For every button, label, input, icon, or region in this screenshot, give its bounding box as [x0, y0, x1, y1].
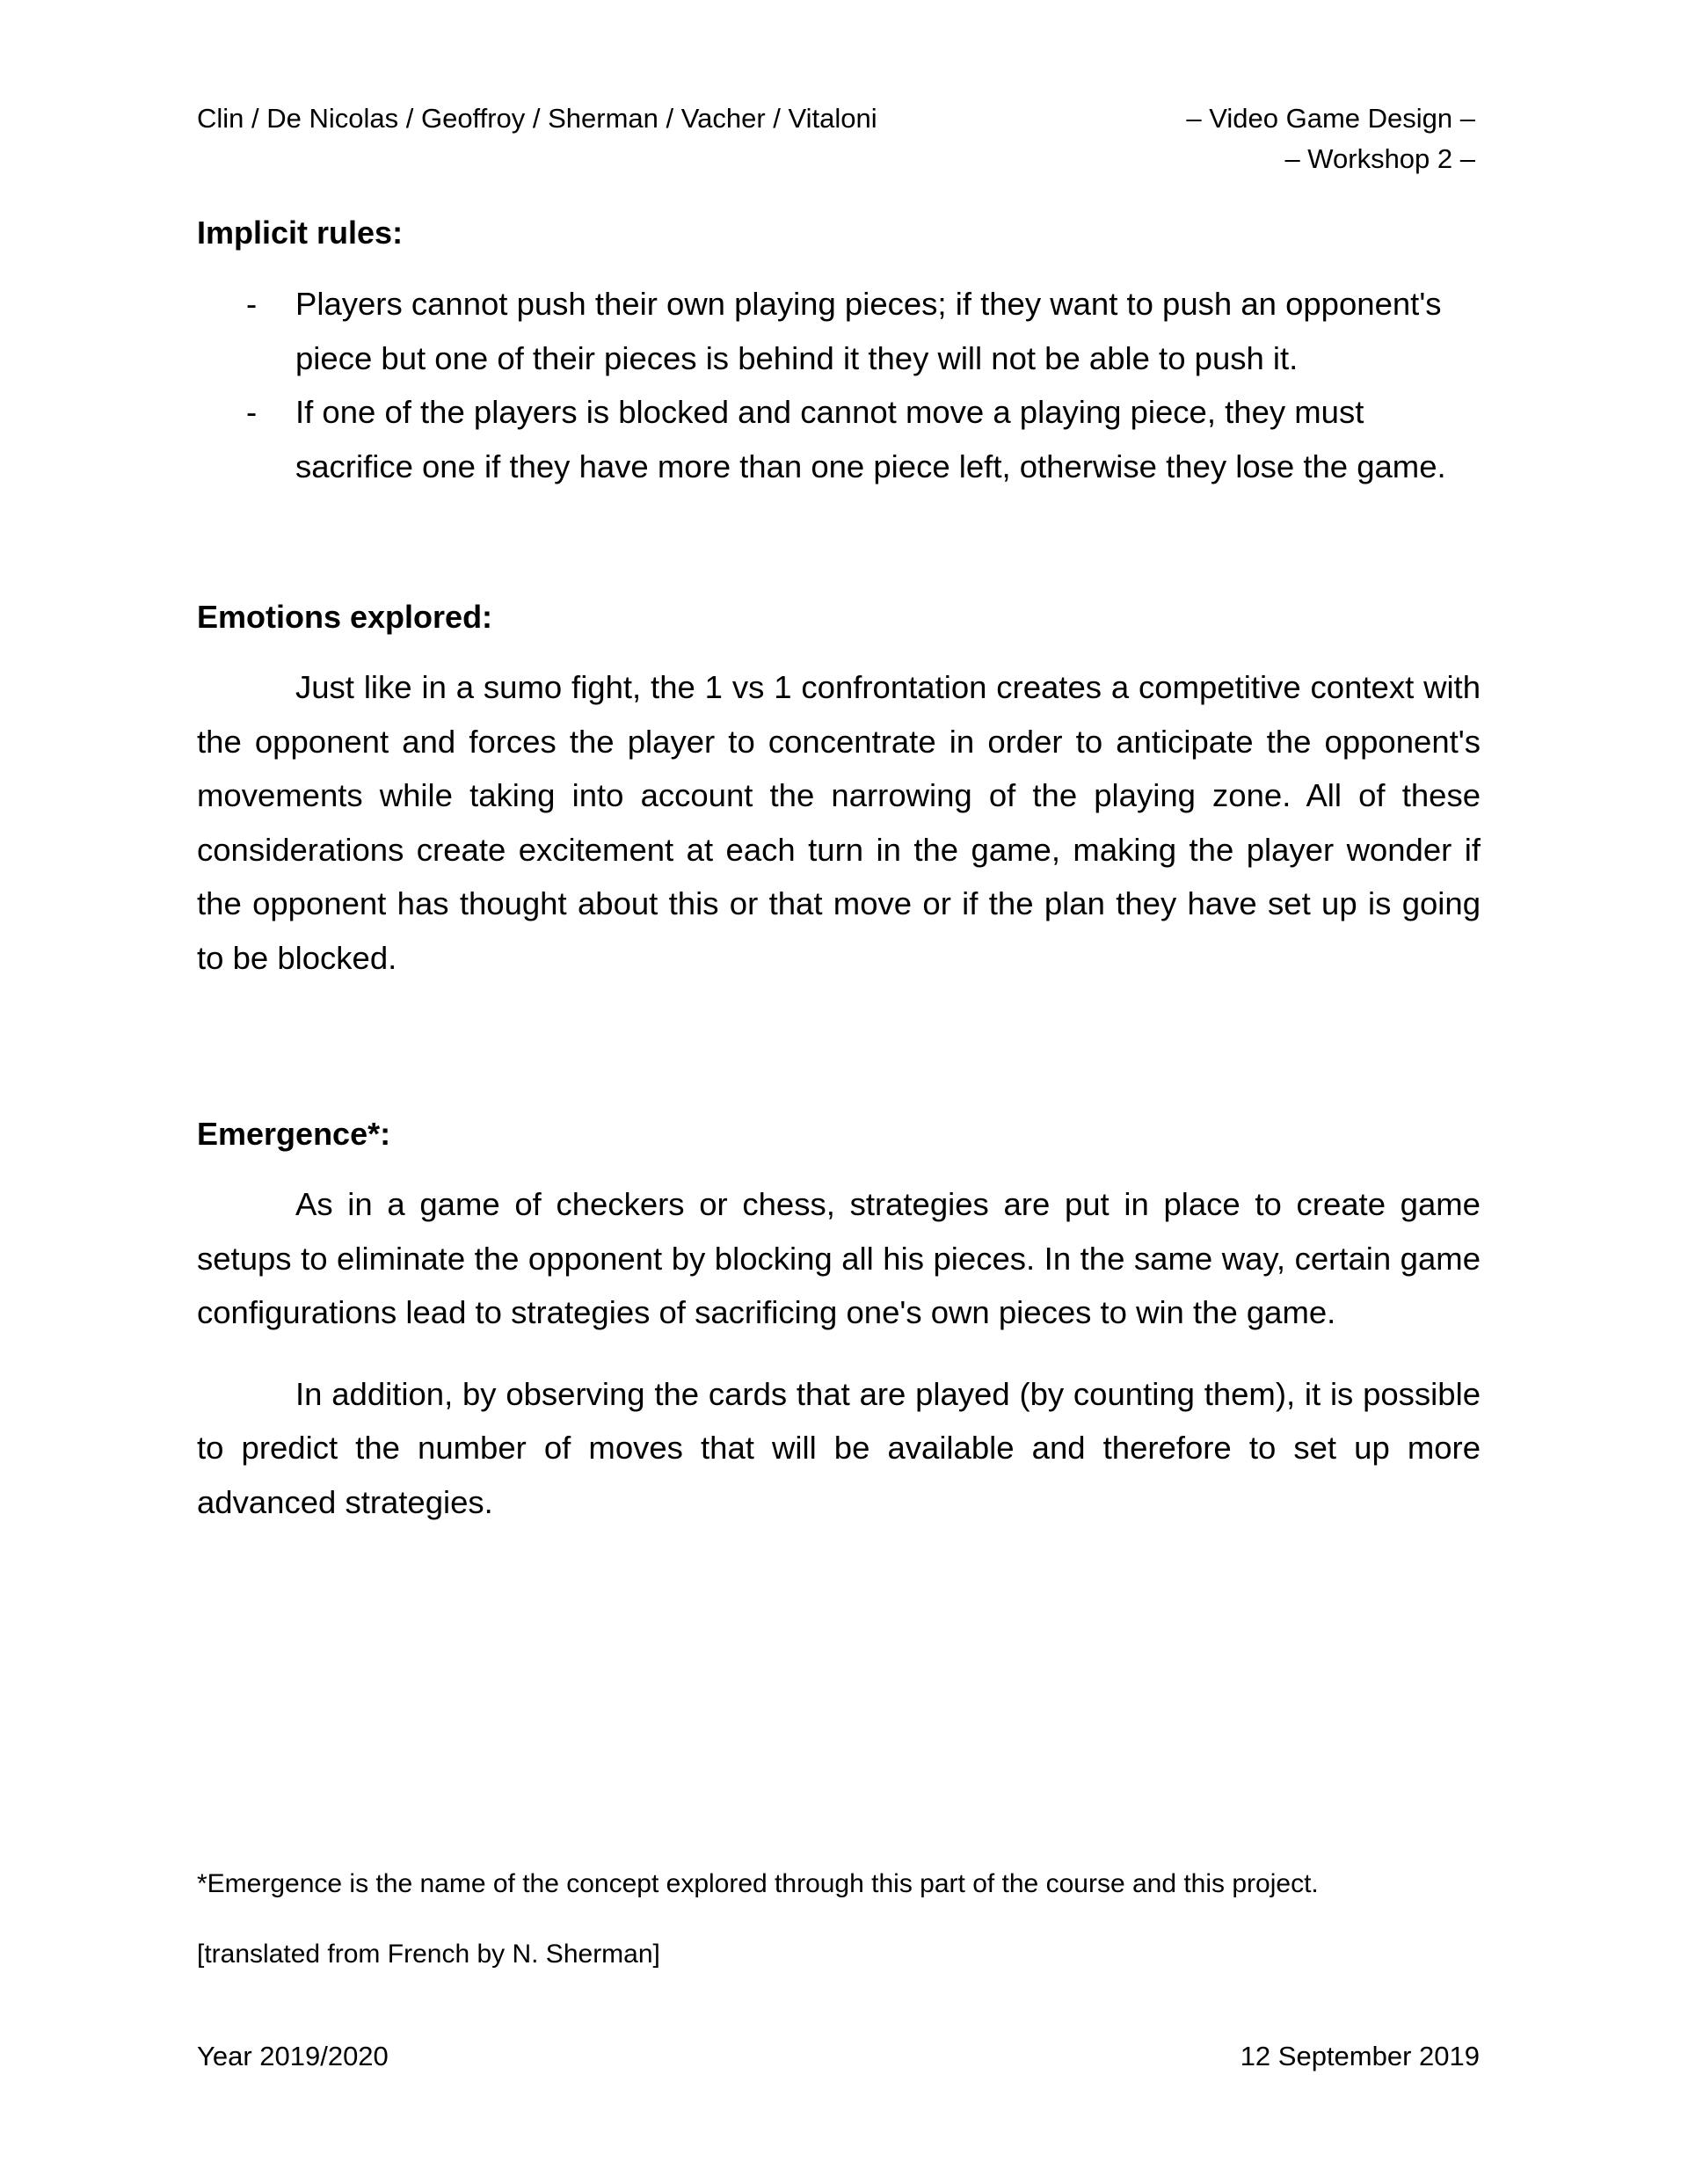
rule-text-2: If one of the players is blocked and cannot move a playing piece, they must sacrifice one if they have more than one piece left, otherwise they lose the game. — [295, 394, 1446, 484]
list-item — [197, 277, 1481, 385]
implicit-rules-list — [197, 277, 1481, 493]
footnote-emergence: *Emergence is the name of the concept explored through this part of the course and this project. — [197, 1869, 1319, 1898]
header-authors: Clin / De Nicolas / Geoffroy / Sherman / Vacher / Vitaloni — [197, 103, 877, 134]
list-item — [197, 385, 1481, 493]
emergence-paragraph-1: As in a game of checkers or chess, strategies are put in place to create game setups to eliminate the opponent by blocking all his pieces. In the same way, certain game configurations lead to strategies of sacrificing one's own pieces to win the game. — [197, 1186, 1481, 1330]
heading-emotions-explored: Emotions explored: — [197, 599, 493, 635]
footnote-translation: [translated from French by N. Sherman] — [197, 1940, 660, 1969]
heading-implicit-rules: Implicit rules: — [197, 215, 404, 251]
header-workshop: – Workshop 2 – — [1284, 143, 1475, 174]
emotions-paragraph: Just like in a sumo fight, the 1 vs 1 confrontation creates a competitive context with the opponent and forces the player to concentrate in order to anticipate the opponent's movements while taking into account the narrowing of the playing zone. All of these considerations create excitement at each turn in the game, making the player wonder if the opponent has thought about this or that move or if the plan they have set up is going to be blocked. — [197, 669, 1481, 976]
footer-date: 12 September 2019 — [1240, 2041, 1480, 2071]
rule-text-1: Players cannot push their own playing pieces; if they want to push an opponent's piece but one of their pieces is behind it they will not be able to push it. — [295, 286, 1442, 376]
footer-year: Year 2019/2020 — [197, 2041, 389, 2071]
heading-emergence: Emergence*: — [197, 1116, 391, 1152]
emergence-paragraph-2: In addition, by observing the cards that are played (by counting them), it is possible to predict the number of moves that will be available and therefore to set up more advanced strategies. — [197, 1375, 1481, 1520]
header-course: – Video Game Design – — [1186, 103, 1475, 134]
bullet-dash: - — [246, 394, 258, 430]
header-course-info — [1186, 98, 1475, 179]
bullet-dash: - — [246, 286, 258, 322]
main-content — [197, 211, 1481, 1529]
